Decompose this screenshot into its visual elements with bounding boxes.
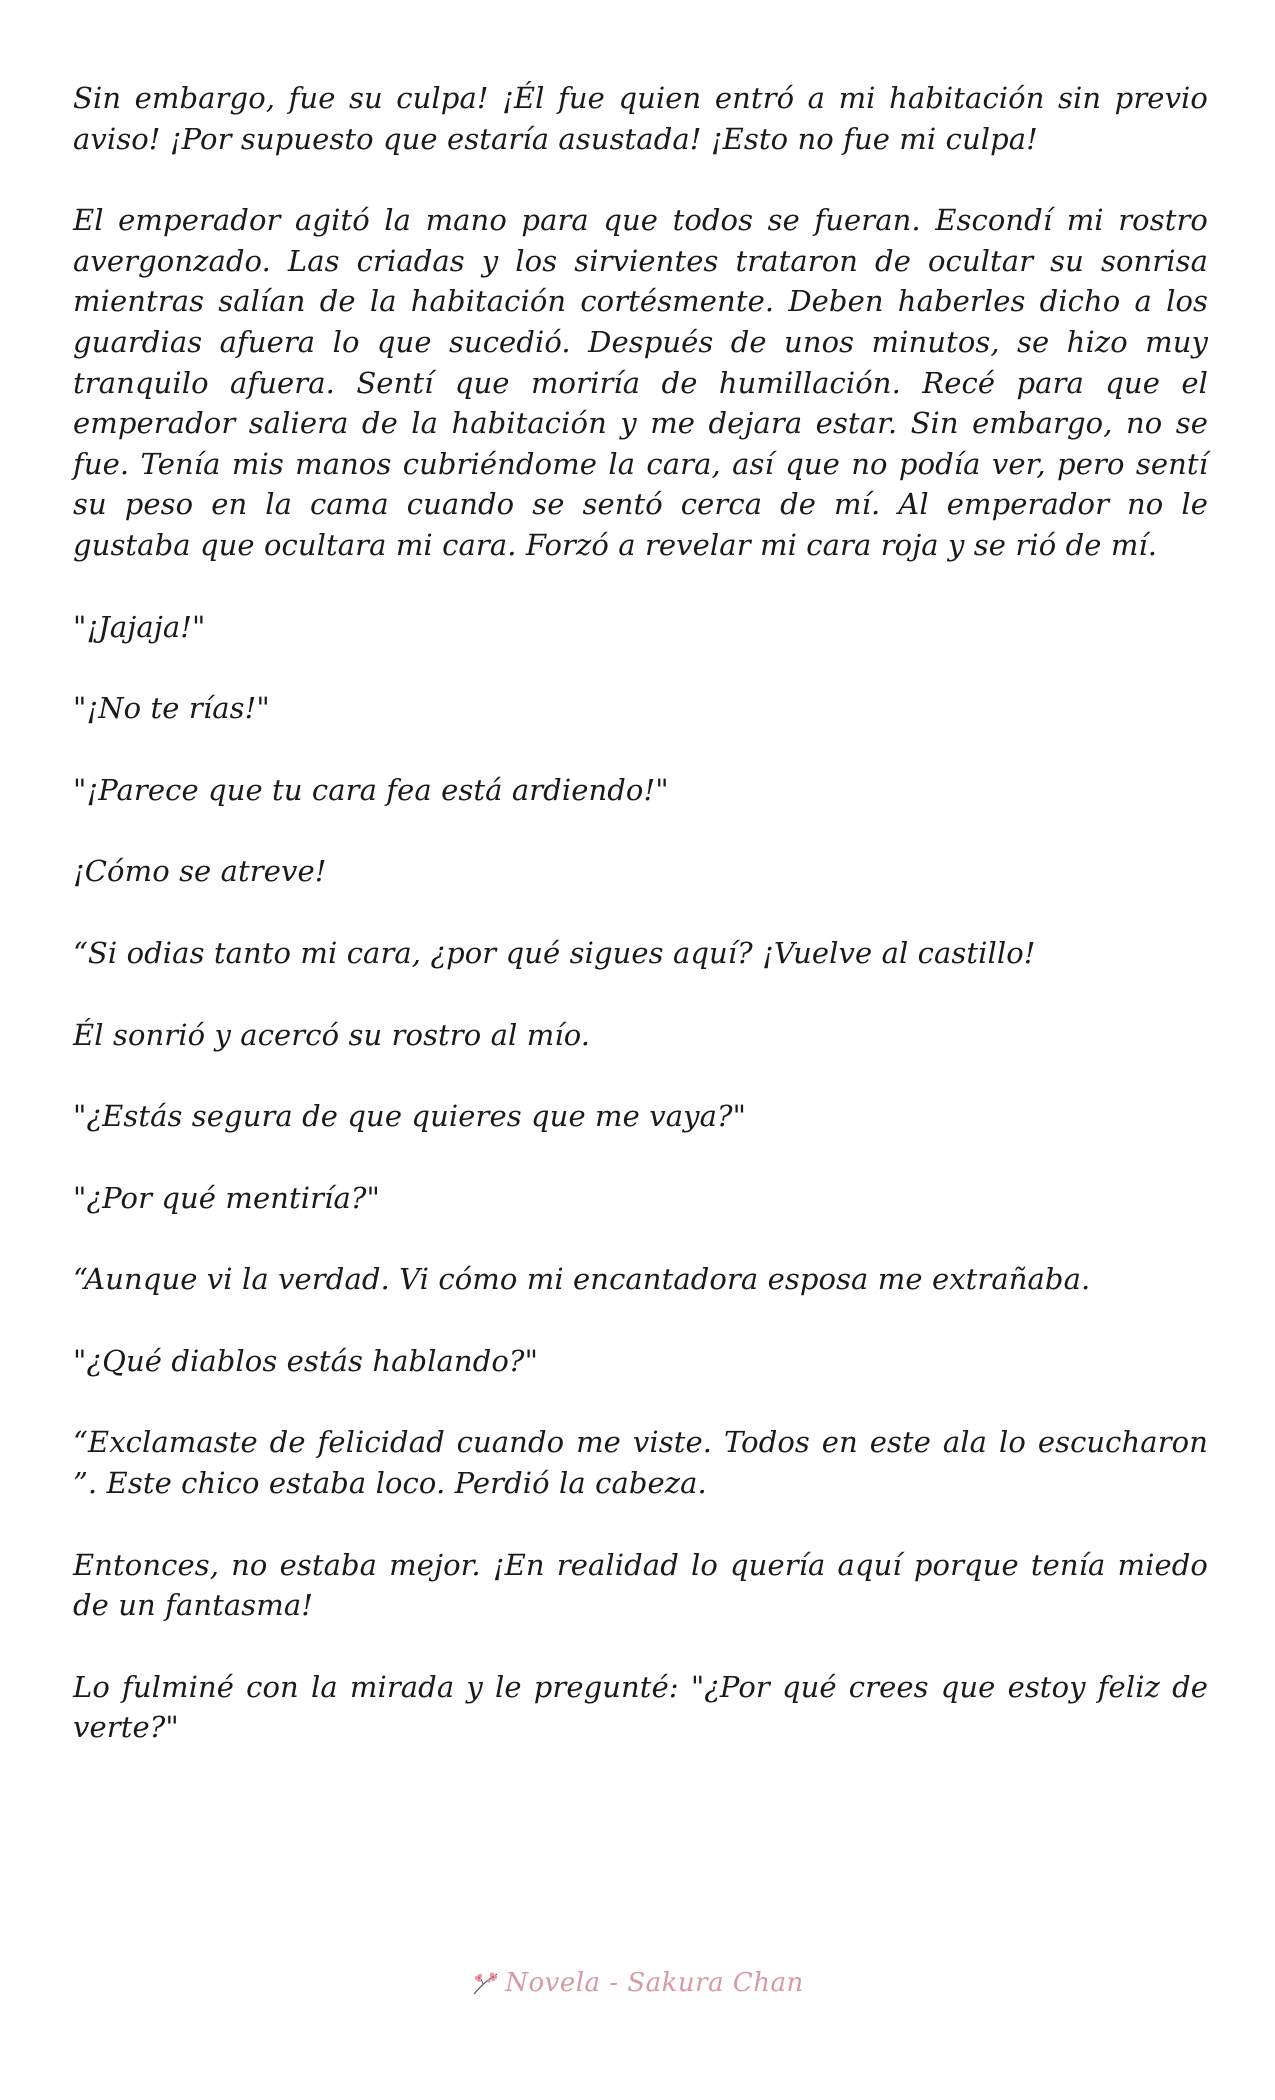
document-body: [73, 78, 1208, 1789]
dialogue-line: “Si odias tanto mi cara, ¿por qué sigues aquí? ¡Vuelve al castillo!: [73, 935, 1036, 970]
dialogue-line: "¡Jajaja!": [73, 609, 206, 644]
watermark-text: Novela - Sakura Chan: [505, 1968, 804, 1998]
paragraph: El emperador agitó la mano para que todos se fueran. Escondí mi rostro avergonzado. Las criadas y los sirvientes trataron de ocultar su sonrisa mientras salían de la habitación cortésmente. Deben haberles dicho a los guardias afuera lo que sucedió. Después de unos minutos, se hizo muy tranquilo afuera. Sentí que moriría de humillación. Recé para que el emperador saliera de la habitación y me dejara estar. Sin embargo, no se fue. Tenía mis manos cubriéndome la cara, así que no podía ver, pero sentí su peso en la cama cuando se sentó cerca de mí. Al emperador no le gustaba que ocultara mi cara. Forzó a revelar mi cara roja y se rió de mí.: [73, 203, 1208, 562]
dialogue-line: "¿Qué diablos estás hablando?": [73, 1343, 539, 1378]
dialogue-line: "¿Estás segura de que quieres que me vaya?": [73, 1099, 747, 1134]
dialogue-line: "¡Parece que tu cara fea está ardiendo!": [73, 772, 669, 807]
watermark: [0, 1968, 1275, 1998]
paragraph: ¡Cómo se atreve!: [73, 854, 327, 889]
dialogue-line: "¡No te rías!": [73, 691, 270, 726]
paragraph: Él sonrió y acercó su rostro al mío.: [73, 1017, 591, 1052]
paragraph: Lo fulminé con la mirada y le pregunté: "¿Por qué crees que estoy feliz de verte?": [73, 1669, 1208, 1745]
paragraph: “Exclamaste de felicidad cuando me viste. Todos en este ala lo escucharon ”. Este chico estaba loco. Perdió la cabeza.: [73, 1425, 1208, 1501]
paragraph: Sin embargo, fue su culpa! ¡Él fue quien entró a mi habitación sin previo aviso! ¡Por supuesto que estaría asustada! ¡Esto no fue mi culpa!: [73, 81, 1208, 156]
paragraph: Entonces, no estaba mejor. ¡En realidad lo quería aquí porque tenía miedo de un fantasma!: [73, 1547, 1208, 1623]
dialogue-line: "¿Por qué mentiría?": [73, 1180, 380, 1215]
dialogue-line: “Aunque vi la verdad. Vi cómo mi encantadora esposa me extrañaba.: [73, 1262, 1091, 1297]
sakura-flower-icon: [471, 1968, 501, 1998]
